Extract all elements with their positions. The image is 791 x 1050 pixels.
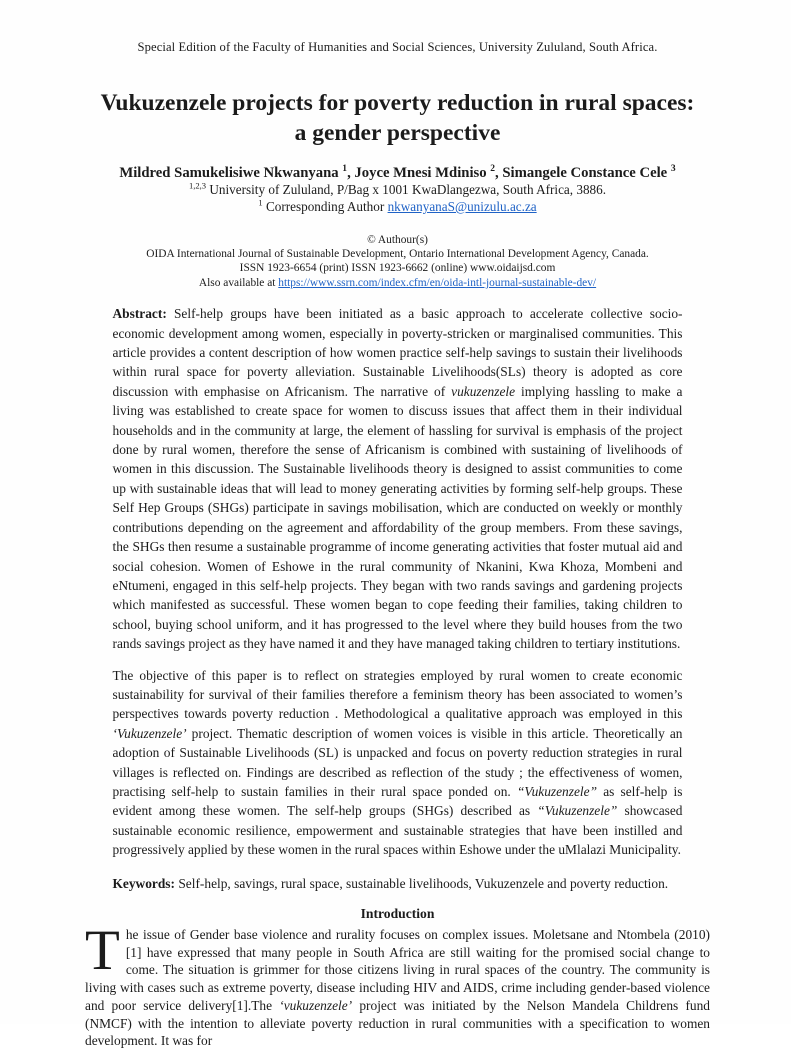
text-segment: University of Zululand, P/Bag x 1001 KwaDlangezwa, South Africa, 3886.	[206, 182, 607, 197]
text-segment: 1	[342, 163, 348, 175]
text-segment: Also available at	[198, 276, 279, 289]
hyperlink[interactable]: nkwanyanaS@unizulu.ac.za	[387, 198, 537, 214]
paper-title-line2: a gender perspective	[294, 120, 501, 146]
introduction-paragraph	[85, 919, 710, 1050]
text-segment: The objective of this paper is to reflect on strategies employed by rural women to create economic sustainability for survival of their families therefore a feminism theory has been associated to women’s perspectives towards poverty reduction . Methodological a qualitative approach was employed in this	[112, 667, 683, 722]
journal-header-note: Special Edition of the Faculty of Humanities and Social Sciences, University Zululand, South Africa.	[137, 40, 658, 54]
text-segment: he issue of Gender base violence and rurality focuses on complex issues. Moletsane and Ntombela (2010) [1] have expressed that many people in South Africa are still waiting for the promised social change to come. The situation is grimmer for those citizens living in rural spaces of the country. The community is living with cases such as extreme poverty, disease including HIV and AIDS, crime including gender-based violence and poor service delivery[1].The	[85, 927, 710, 1013]
text-segment: Mildred Samukelisiwe Nkwanyana	[119, 165, 343, 181]
issn-line: ISSN 1923-6654 (print) ISSN 1923-6662 (online) www.oidaijsd.com	[239, 262, 556, 275]
text-segment: 1	[258, 197, 263, 208]
introduction-heading: Introduction	[360, 906, 435, 921]
text-segment: , Joyce Mnesi Mdiniso	[347, 165, 491, 181]
text-segment: Self-help, savings, rural space, sustainable livelihoods, Vukuzenzele and poverty reduction.	[178, 875, 669, 891]
corresponding-author-line	[85, 199, 710, 216]
text-segment: showcased sustainable economic resilience, empowerment and sustainable strategies that have been instilled and progressively applied by these women in the rural spaces within Eshowe under the uMlalazi Municipality.	[112, 803, 683, 858]
text-segment: Keywords:	[112, 875, 179, 891]
introduction-text	[85, 919, 710, 1049]
text-segment: “Vukuzenzele”	[516, 783, 598, 799]
objective-paragraph	[113, 666, 683, 860]
hyperlink[interactable]: https://www.ssrn.com/index.cfm/en/oida-intl-journal-sustainable-dev/	[278, 276, 597, 289]
keywords-paragraph	[113, 874, 683, 893]
text-segment: Self-help groups have been initiated as a basic approach to accelerate collective socio-economic development among women, especially in poverty-stricken or marginalised communities. This article provides a content description of how women practice self-help savings to sustain their livelihoods within rural space for poverty alleviation. Sustainable Livelihoods(SLs) theory is adopted as core discussion with emphasise on Africanism. The narrative of	[112, 306, 683, 399]
dropcap-letter: T	[85, 919, 120, 982]
text-segment: project. Thematic description of women voices is visible in this article. Theoretically an adoption of Sustainable Livelihoods (SL) is unpacked and focus on poverty reduction strategies in rural villages is reflected on. Findings are described as reflection of the study ; the effectiveness of women, practising self-help to sustain families in their rural space ponded on.	[112, 725, 683, 799]
journal-name-line: OIDA International Journal of Sustainable Development, Ontario International Development Agency, Canada.	[146, 248, 649, 260]
paper-title	[85, 88, 710, 148]
text-segment: project was initiated by the Nelson Mandela Childrens fund (NMCF) with the intention to alleviate poverty reduction in rural communities with a specification to women development. It was for	[85, 997, 710, 1049]
copyright-line: © Authour(s)	[367, 233, 428, 246]
text-segment: implying hassling to make a living was established to create space for women to discuss issues that affect them in their individual households and in the community at large, the element of hassling for survival is emphasis of the project done by rural women, therefore the sense of Africanism is combined with sustaining of livelihoods of women in this discussion. The Sustainable livelihoods theory is designed to assist communities to come up with sustainable ideas that will lead to money generating activities by forming self-help groups. These Self Hep Groups (SHGs) participate in savings mobilisation, which are conducted on weekly or monthly contributions depending on the agreement and affordability of the group members. From these savings, the SHGs then resume a sustainable programme of income generating activities that foster mutual aid and social cohesion. Women of Eshowe in the rural community of Nkanini, Kwa Khoza, Mombeni and eNtumeni, engaged in this self-help projects. They began with two rands savings and gardening projects which manifested as successful. These women began to cope feeding their families, taking children to school, buying school uniform, and it has progressed to the level where they build houses from the two rands savings project as they have named it and they have managed taking children to tertiary institutions.	[112, 383, 683, 652]
authors-line	[85, 164, 710, 182]
affiliation-line	[85, 182, 710, 199]
text-segment: “Vukuzenzele”	[537, 803, 618, 819]
text-segment: 1,2,3	[188, 180, 207, 191]
text-segment: 2	[490, 163, 496, 175]
text-segment: ‘Vukuzenzele’	[112, 725, 187, 741]
text-segment: vukuzenzele	[451, 383, 516, 399]
text-segment: ‘vukuzenzele’	[279, 997, 353, 1013]
journal-imprint	[85, 233, 710, 291]
text-segment: 3	[670, 163, 676, 175]
text-segment: Corresponding Author	[262, 198, 388, 214]
abstract-paragraph	[113, 304, 683, 653]
availability-line	[85, 276, 710, 290]
text-segment: Abstract:	[112, 306, 174, 322]
text-segment: , Simangele Constance Cele	[495, 165, 671, 181]
text-segment: as self-help is evident among these women. The self-help groups (SHGs) described as	[112, 783, 683, 819]
paper-title-line1: Vukuzenzele projects for poverty reduction in rural spaces:	[100, 90, 695, 116]
